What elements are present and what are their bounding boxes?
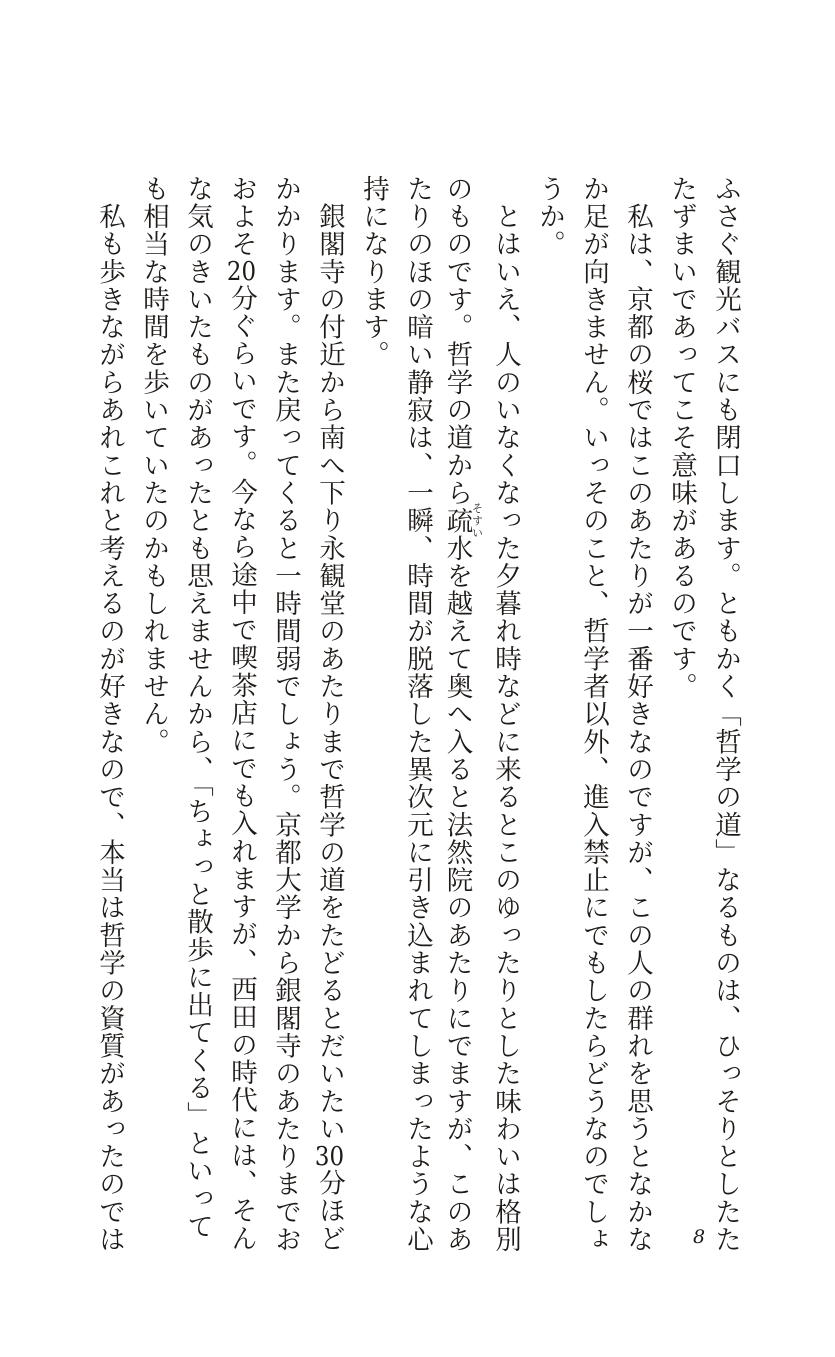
page-number: 8: [693, 1226, 706, 1248]
text-line: かかります。また戻ってくると一時間弱でしょう。京都大学から銀閣寺のあたりまでお: [270, 175, 301, 1254]
text-line: 持になります。: [358, 175, 389, 369]
text-line: [439, 175, 484, 1254]
number: 20: [226, 257, 257, 285]
text-segment: 分ぐらいです。今なら途中で喫茶店にでも入れますが、西田の時代には、そん: [226, 284, 257, 1253]
text-line: たずまいであってこそ意味があるのです。: [666, 175, 697, 701]
text-line: 私は、京都の桜ではこのあたりが一番好きなのですが、この人の群れを思うとなかな: [622, 175, 653, 1254]
text-line: とはいえ、人のいなくなった夕暮れ時などに来るとこのゆったりとした味わいは格別: [490, 175, 521, 1254]
ruby-word: [441, 502, 484, 539]
text-segment: 分ほど: [314, 1169, 345, 1253]
text-segment: 銀閣寺の付近から南へ下り永観堂のあたりまで哲学の道をたどるとだいたい: [314, 175, 345, 1143]
text-line: ふさぐ観光バスにも閉口します。ともかく「哲学の道」なるものは、ひっそりとしたた: [710, 175, 741, 1254]
ruby-base: 疏: [441, 502, 473, 539]
text-line: [219, 175, 263, 1253]
text-line: 私も歩きながらあれこれと考えるのが好きなので、本当は哲学の資質があったのでは: [94, 175, 125, 1254]
text-line: [307, 175, 351, 1253]
text-line: たりのほの暗い静寂は、一瞬、時間が脱落した異次元に引き込まれてしまったような心: [402, 175, 433, 1254]
text-segment: のものです。哲学の道から: [441, 175, 473, 507]
ruby-reading: そすい: [470, 502, 484, 539]
number: 30: [314, 1142, 345, 1170]
text-segment: 水を越えて奥へ入ると法然院のあたりにでますが、このあ: [441, 534, 473, 1254]
text-segment: およそ: [226, 175, 257, 258]
text-line: か足が向きません。いっそのこと、哲学者以外、進入禁止にでもしたらどうなのでしょ: [578, 175, 609, 1254]
text-line: も相当な時間を歩いていたのかもしれません。: [138, 175, 169, 756]
text-line: うか。: [534, 175, 565, 258]
text-line: な気のきいたものがあったとも思えませんから、「ちょっと散歩に出てくる」といって: [182, 175, 213, 1241]
